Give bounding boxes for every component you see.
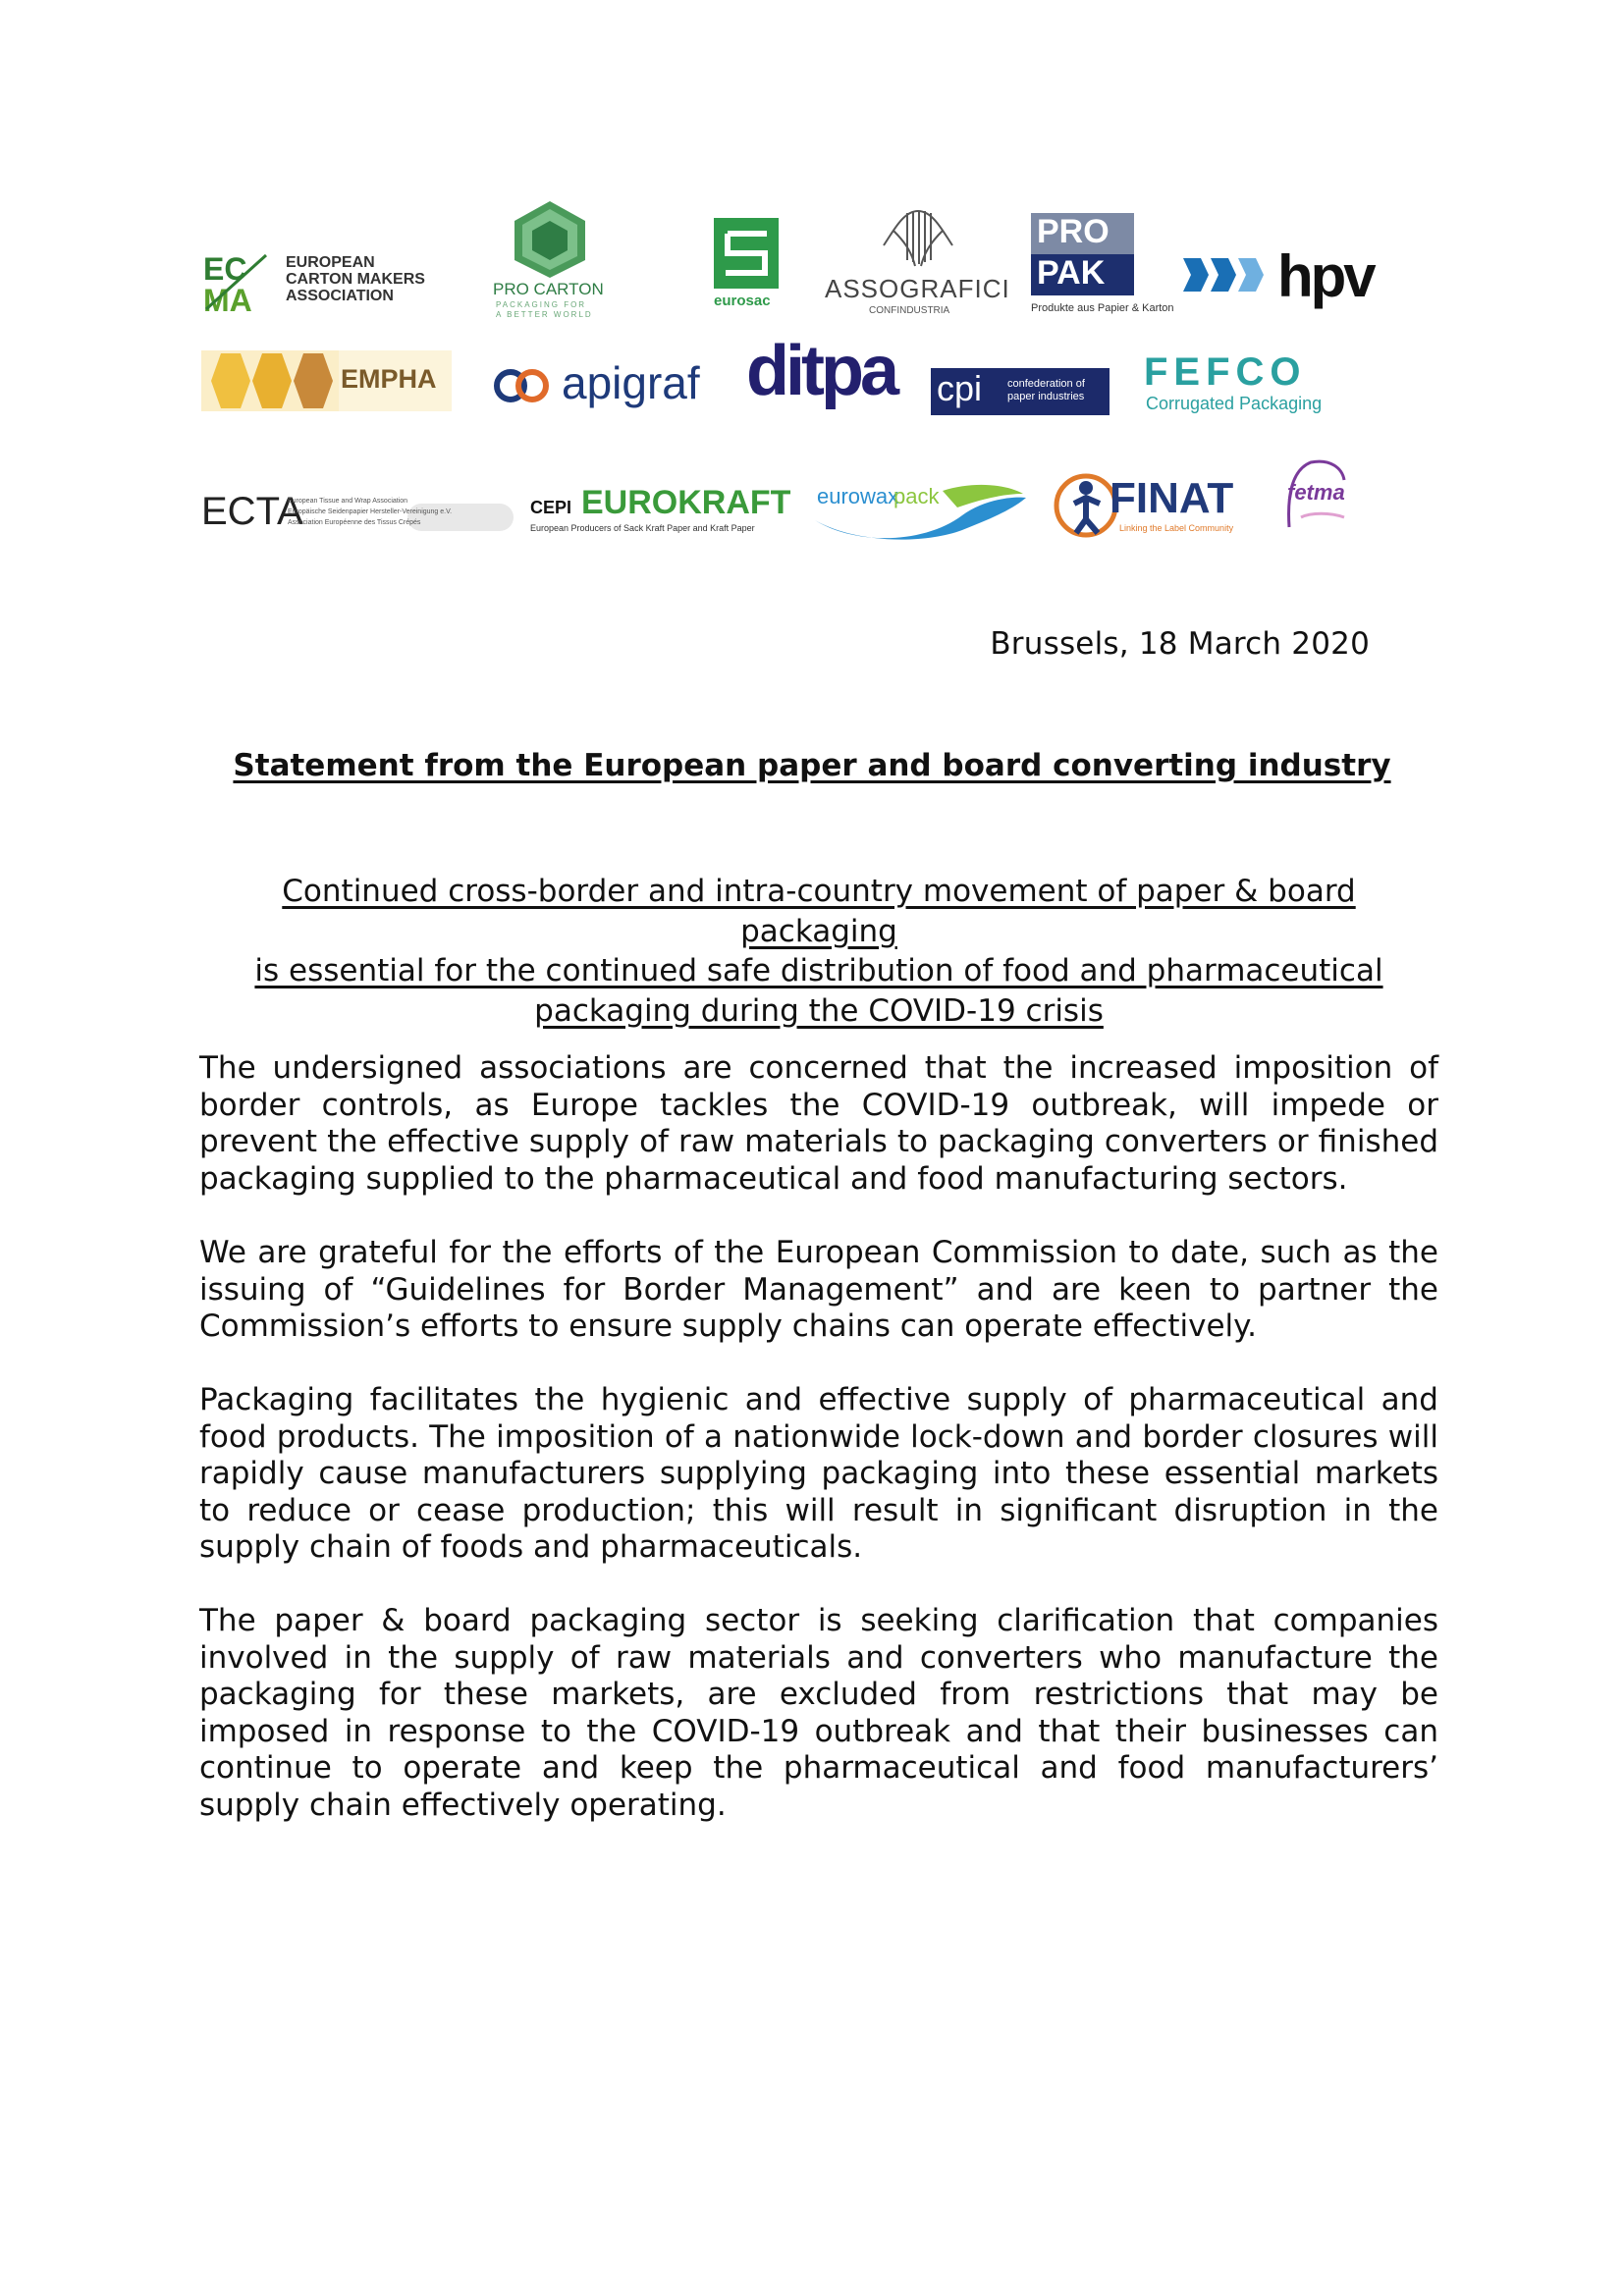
assografici-name: ASSOGRAFICI xyxy=(825,274,1010,303)
ditpa-logo xyxy=(746,332,903,417)
procarton-cube-icon xyxy=(491,199,609,278)
finat-logo xyxy=(1051,468,1257,547)
empha-logo xyxy=(201,350,452,411)
finat-name: FINAT xyxy=(1110,474,1234,522)
ecta-logo xyxy=(201,486,515,545)
document-subtitle xyxy=(199,872,1438,1031)
procarton-tagline1: PACKAGING FOR xyxy=(496,300,587,309)
eurowaxpack-name1: eurowax xyxy=(817,484,899,508)
cpi-sub1: confederation of xyxy=(1007,378,1085,390)
assografici-logo xyxy=(825,201,1011,319)
paragraph-4: The paper & board packaging sector is seeking clarification that companies involved in the supply of raw materials and converters who manufacture the packaging for these markets, are excluded from restrictions that may be imposed in response to the COVID-19 outbreak and that their businesses can continue to operate and keep the pharmaceutical and food manufacturers’ supply chain effectively operating. xyxy=(199,1603,1438,1823)
ecma-logo xyxy=(201,250,437,319)
paragraph-2: We are grateful for the efforts of the European Commission to date, such as the issuing of “Guidelines for Border Management” and are keen to partner the Commission’s efforts to ensure supply chains can operate effectively. xyxy=(199,1235,1438,1345)
eurosac-name: eurosac xyxy=(714,293,771,309)
propak-line1: PRO xyxy=(1037,213,1110,250)
procarton-logo xyxy=(491,199,609,322)
fetma-logo xyxy=(1281,458,1350,537)
subtitle-line-2: is essential for the continued safe distribution of food and pharmaceutical xyxy=(254,953,1383,988)
propak-sub: Produkte aus Papier & Karton xyxy=(1031,302,1174,314)
ecta-sub2: Europäische Seidenpapier Hersteller-Vereinigung e.V. xyxy=(288,508,453,515)
document-title: Statement from the European paper and board converting industry xyxy=(233,748,1391,783)
eurokraft-name: EUROKRAFT xyxy=(581,484,791,521)
hpv-name: hpv xyxy=(1277,243,1374,309)
subtitle-line-3: packaging during the COVID-19 crisis xyxy=(534,992,1104,1029)
hpv-logo xyxy=(1183,243,1380,319)
apigraf-logo xyxy=(491,356,717,415)
document-date: Brussels, 18 March 2020 xyxy=(990,626,1370,662)
ditpa-name: ditpa xyxy=(746,332,895,410)
svg-text:MA: MA xyxy=(203,283,252,315)
procarton-name: PRO CARTON xyxy=(493,280,604,298)
fetma-name: fetma xyxy=(1287,480,1345,505)
eurowaxpack-name2: pack xyxy=(893,484,940,508)
svg-text:EC: EC xyxy=(203,251,247,287)
eurowaxpack-logo xyxy=(815,476,1031,545)
ecta-sub1: European Tissue and Wrap Association xyxy=(288,498,408,505)
empha-name: EMPHA xyxy=(341,364,437,394)
finat-sub: Linking the Label Community xyxy=(1119,523,1234,533)
cpi-name: cpi xyxy=(937,368,983,408)
paragraph-3: Packaging facilitates the hygienic and effective supply of pharmaceutical and food products. The imposition of a nationwide lock-down and border closures will rapidly cause manufacturers supplying packaging into these essential markets to reduce or cease production; this will result in significant disruption in the supply chain of foods and pharmaceuticals. xyxy=(199,1382,1438,1566)
paragraph-1: The undersigned associations are concerned that the increased imposition of border controls, as Europe tackles the COVID-19 outbreak, will impede or prevent the effective supply of raw materials to packaging converters or finished packaging supplied to the pharmaceutical and food manufacturing sectors. xyxy=(199,1050,1438,1197)
ecma-line3: ASSOCIATION xyxy=(286,288,394,304)
ecta-sub3: Association Européenne des Tissus Crépés xyxy=(288,519,421,526)
propak-line2: PAK xyxy=(1037,254,1106,292)
fefco-sub: Corrugated Packaging xyxy=(1146,394,1323,413)
cpi-logo xyxy=(931,368,1110,415)
association-logos xyxy=(196,191,1394,555)
fefco-name: FEFCO xyxy=(1144,350,1307,394)
hpv-arrows-icon xyxy=(1183,250,1266,299)
ecma-line2: CARTON MAKERS xyxy=(286,271,425,288)
apigraf-rings-icon xyxy=(491,366,560,405)
eurosac-mark-icon xyxy=(712,216,781,291)
procarton-tagline2: A BETTER WORLD xyxy=(496,310,593,319)
ecma-line1: EUROPEAN xyxy=(286,254,375,271)
assografici-sub: CONFINDUSTRIA xyxy=(869,305,950,316)
ecma-mark-icon xyxy=(201,250,272,315)
propak-logo xyxy=(1031,213,1178,321)
eurokraft-logo xyxy=(530,484,795,543)
eagle-icon xyxy=(825,201,1011,270)
eurokraft-sub: European Producers of Sack Kraft Paper and Kraft Paper xyxy=(530,523,755,533)
subtitle-line-1: Continued cross-border and intra-country movement of paper & board packaging xyxy=(282,874,1356,949)
cpi-sub2: paper industries xyxy=(1007,391,1085,402)
fefco-logo xyxy=(1144,350,1350,425)
apigraf-name: apigraf xyxy=(562,357,700,408)
eurosac-logo xyxy=(712,216,785,314)
cepi-prefix: CEPI xyxy=(530,498,572,517)
ecta-name: ECTA xyxy=(201,490,303,533)
